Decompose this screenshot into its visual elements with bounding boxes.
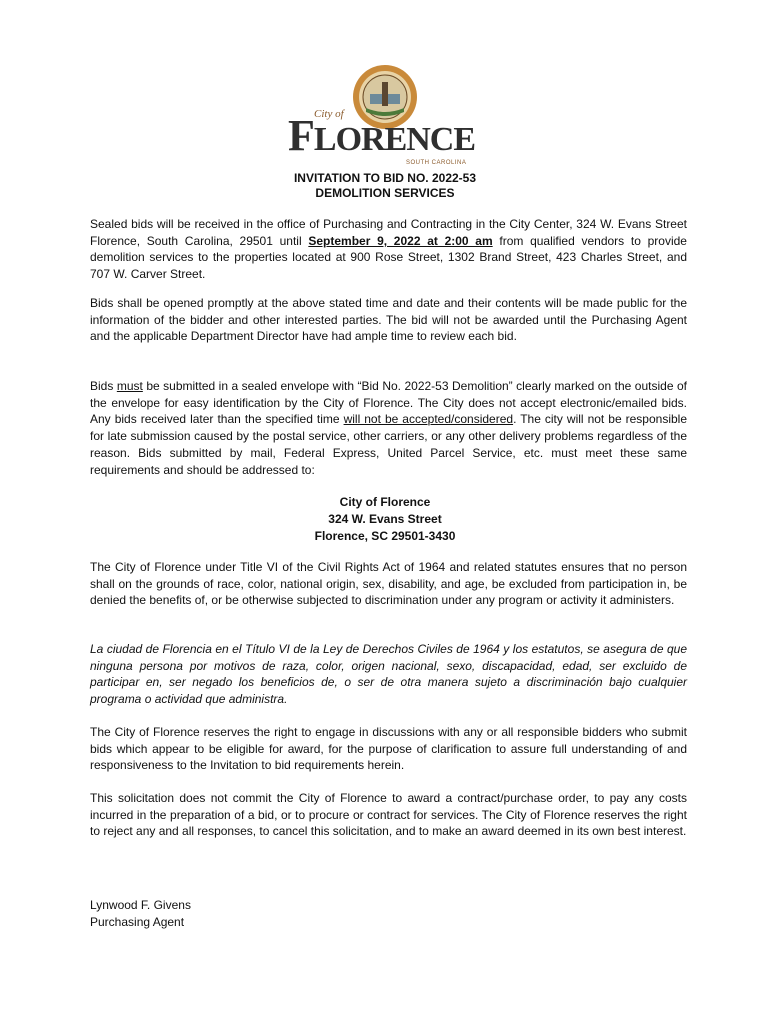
- paragraph-discussions: The City of Florence reserves the right to engage in discussions with any or all responsible bidders who submit bids which appear to be eligible for award, for the purpose of clarification to assure full understanding of and responsiveness to the Invitation to bid requirements herein.: [90, 725, 687, 773]
- paragraph-bid-opening: Bids shall be opened promptly at the above stated time and date and their contents will be made public for the information of the bidder and other interested parties. The bid will not be awarded until the Purchasing Agent and the applicable Department Director have had ample time to review each bid.: [90, 296, 687, 344]
- logo-florence-word: FLORENCE: [288, 111, 476, 160]
- paragraph-title-vi-spanish: La ciudad de Florencia en el Título VI de la Ley de Derechos Civiles de 1964 y los estatutos, se asegura de que ninguna persona por motivos de raza, color, origen nacional, sexo, discapacidad, edad, ser excluido de participar en, ser negado los beneficios de, o ser de otra manera sujeto a discriminación bajo cualquier programa o actividad que administra.: [90, 642, 687, 707]
- signatory-title: Purchasing Agent: [90, 915, 185, 929]
- paragraph-bid-receipt: Sealed bids will be received in the office of Purchasing and Contracting in the City Center, 324 W. Evans Street Florence, South Carolina, 29501 until September 9, 2022 at 2:00 am from qualified vendors to provide demolition services to the properties located at 900 Rose Street, 1302 Brand Street, 423 Charles Street, and 707 W. Carver Street.: [90, 217, 687, 282]
- address-city: City of Florence: [339, 495, 431, 509]
- city-of-florence-logo: [284, 64, 490, 166]
- logo-city-word: City of: [314, 108, 344, 120]
- address-city-state-zip: Florence, SC 29501-3430: [314, 529, 456, 543]
- logo-state-word: SOUTH CAROLINA: [406, 160, 467, 166]
- paragraph-solicitation-terms: This solicitation does not commit the City of Florence to award a contract/purchase order, to pay any costs incurred in the preparation of a bid, or to procure or contract for services. The City of Florence reserves the right to reject any and all responses, to cancel this solicitation, and to make an award deemed in its own best interest.: [90, 791, 687, 839]
- signatory-name: Lynwood F. Givens: [90, 898, 191, 912]
- bid-number-heading: INVITATION TO BID NO. 2022-53: [293, 171, 477, 185]
- bid-title-heading: DEMOLITION SERVICES: [315, 186, 455, 200]
- address-street: 324 W. Evans Street: [328, 512, 442, 526]
- paragraph-submission: Bids must be submitted in a sealed envelope with “Bid No. 2022-53 Demolition” clearly marked on the outside of the envelope for easy identification by the City of Florence. The City does not accept electronic/emailed bids. Any bids received later than the specified time will not be accepted/considered. The city will not be responsible for late submission caused by the postal service, other carriers, or any other delivery problems regardless of the reason. Bids submitted by mail, Federal Express, United Parcel Service, etc. must meet these same requirements and should be addressed to:: [90, 379, 688, 477]
- bid-deadline: September 9, 2022 at 2:00 am: [308, 233, 493, 248]
- paragraph-title-vi-english: The City of Florence under Title VI of the Civil Rights Act of 1964 and related statutes ensures that no person shall on the grounds of race, color, national origin, sex, disability, and age, be excluded from participation in, be denied the benefits of, or be otherwise subjected to discrimination under any program or activity it administers.: [90, 560, 687, 608]
